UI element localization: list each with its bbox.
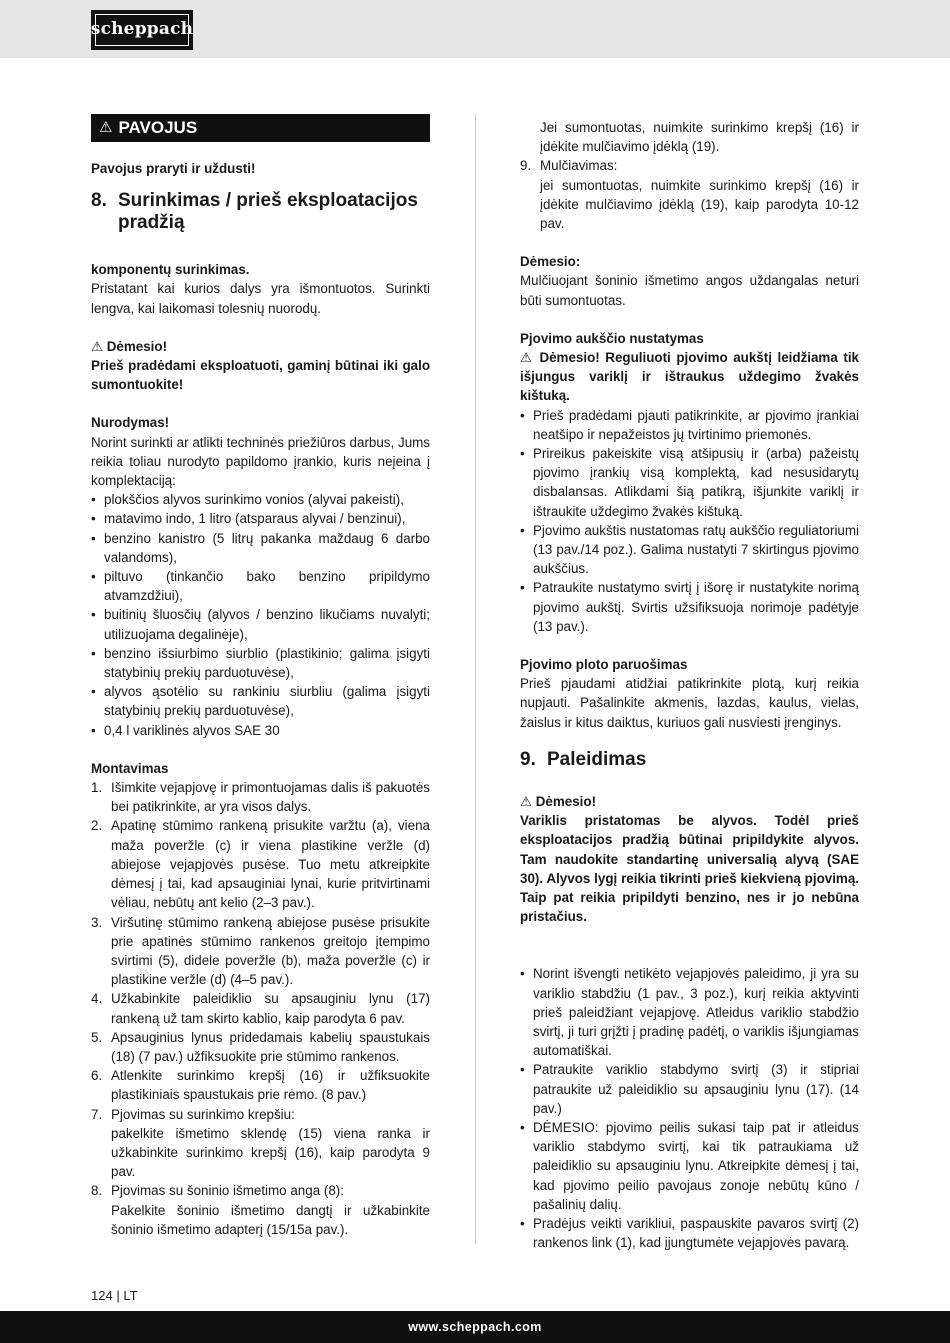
warning-triangle-icon: ⚠ [91,338,104,354]
header-bar [0,0,950,58]
tools-list [91,490,430,740]
step-item: 4. Užkabinkite paleidiklio su apsauginiu lynu (17) rankeną už tam skirto kablio, kaip parodyta 6 pav. [91,991,430,1026]
list-item: • 0,4 l variklinės alyvos SAE 30 [91,722,280,738]
warning-triangle-icon: ⚠ [520,793,533,809]
step-item: 7. Pjovimas su surinkimo krepšiu: [91,1106,295,1122]
assembly-text: Pristatant kai kurios dalys yra išmontuotos. Surinkti lengva, kai laikomasi tolesnių nuorodų. [91,281,430,316]
attention-1 [91,337,430,356]
warning-triangle-icon: ⚠ [520,350,534,366]
step-item: 8. Pjovimas su šoninio išmetimo anga (8): [91,1183,344,1199]
note-text: Norint surinkti ar atlikti techninės priežiūros darbus, Jums reikia toliau nurodyto papildomo įrankio, kuris neįeina į komplektaciją: [91,434,430,489]
attention-2-label: Dėmesio: [520,254,581,270]
section-9-heading [520,749,859,771]
area-prep-text: Prieš pjaudami atidžiai patikrinkite plotą, kurį reikia nupjauti. Pašalinkite akmenis, lazdas, kaulus, vielas, žaislus ir kitus daiktus, kuriuos gali nusviesti įrenginys. [520,676,859,730]
step-item: 2. Apatinę stūmimo rankeną prisukite varžtu (a), viena maža poveržle (c) ir viena plastikine veržle (d) abiejose vejapjovės pusėse. Tuo metu atkreipkite dėmesį į tai, kad apsauginiai lynai, kurie pritvirtinami vėliau, nebūtų ant kelio (2–3 pav.). [91,818,430,911]
danger-text: Pavojus praryti ir uždusti! [91,161,256,176]
column-divider [475,114,476,1244]
section-9-number: 9. [520,748,536,770]
cutting-height-attention: ⚠ Dėmesio! Reguliuoti pjovimo aukštį leidžiama tik išjungus variklį ir ištraukus uždegimo žvakės kištuką. [520,350,859,404]
step-7-sub: pakelkite išmetimo sklendę (15) viena ranka ir užkabinkite surinkimo krepšį (16), kaip parodyta 9 pav. [111,1125,430,1180]
list-item: • Pradėjus veikti varikliui, paspauskite pavaros svirtį (2) rankenos link (1), kad įjungtumėte vejapjovės pavarą. [520,1215,859,1251]
cutting-height-list [520,406,859,636]
mounting-steps-cont [91,1181,430,1200]
area-prep-heading: Pjovimo ploto paruošimas [520,657,688,673]
danger-banner [91,114,430,142]
list-item: • alyvos ąsotėlio su rankiniu siurbliu (galima įsigyti statybinių prekių parduotuvėse), [91,684,430,719]
right-column [520,118,859,1252]
attention-3-label: Dėmesio! [535,793,597,809]
footer-url[interactable]: www.scheppach.com [408,1320,542,1334]
section-9-title: Paleidimas [547,748,647,770]
step-item: 3. Viršutinę stūmimo rankeną abiejose pusėse prisukite prie apatinės stūmimo rankenos greitojo įtempimo svirtimi (5), didele poveržle (b), maža poveržle (c) ir plastikine veržle (d) (4–5 pav.). [91,914,430,988]
danger-title: PAVOJUS [118,118,198,138]
section-8-heading [91,190,430,234]
list-item: • benzino išsiurbimo siurblio (plastikinio; galima įsigyti statybinių prekių parduotuvėse), [91,645,430,681]
logo-text: scheppach [95,14,189,46]
note-heading: Nurodymas! [91,415,170,431]
step-item: 1. Išimkite vejapjovę ir primontuojamas dalis iš pakuotės bei patikrinkite, ar yra visos dalys. [91,780,430,815]
assembly-heading: komponentų surinkimas. [91,262,250,278]
list-item: • Pjovimo aukštis nustatomas ratų aukščio reguliatoriumi (13 pav./14 poz.). Galima nustatyti 7 skirtingus pjovimo aukščius. [520,522,859,577]
list-item: • buitinių šluosčių (alyvos / benzino likučiams nuvalyti; utilizuojama degalinėje), [91,607,430,642]
section-8-number: 8. [91,190,107,212]
warning-triangle-icon: ⚠ [99,119,113,137]
continued-text: Jei sumontuotas, nuimkite surinkimo krepšį (16) ir įdėkite mulčiavimo įdėklą (19). [540,120,859,155]
step-item: 6. Atlenkite surinkimo krepšį (16) ir užfiksuokite plastikiniais spaustukais prie rėmo. (8 pav.) [91,1068,430,1103]
step-8-sub: Pakelkite šoninio išmetimo dangtį ir užkabinkite šoninio išmetimo adapterį (15/15a pav.). [111,1202,430,1237]
list-item: • Prieš pradėdami pjauti patikrinkite, ar pjovimo įrankiai neatšipo ir nepažeistos jų tvirtinimo priemonės. [520,407,859,442]
list-item: • Patraukite variklio stabdymo svirtį (3) ir stipriai patraukite už paleidiklio su apsauginiu lynu (17). (14 pav.) [520,1062,859,1116]
step-item: 9. Mulčiavimas: [520,158,618,174]
step-9-sub: jei sumontuotas, nuimkite surinkimo krepšį (16) ir įdėkite mulčiavimo įdėklą (19), kaip parodyta 10-12 pav. [540,177,859,232]
list-item: • matavimo indo, 1 litro (atsparaus alyvai / benzinui), [91,511,406,527]
list-item: • Norint išvengti netikėto vejapjovės paleidimo, ji yra su variklio stabdžiu (1 pav., 3 poz.), kurį reikia aktyvinti prieš paleidžiant vejapjovę. Atleidus variklio stabdžio svirtį, ji turi grįžti į pradinę padėtį, o variklis išjungiamas automatiškai. [520,966,859,1059]
attention-3-text: Variklis pristatomas be alyvos. Todėl prieš eksploatacijos pradžią būtinai pripildykite alyvos. Tam naudokite standartinę universalią alyvą (SAE 30). Alyvos lygį reikia tikrinti prieš kiekvieną pjovimą. Taip pat reikia pripildyti benzino, nes ir jo nebūna pristačius. [520,813,859,925]
mounting-heading: Montavimas [91,760,169,776]
attention-1-text: Prieš pradėdami eksploatuoti, gaminį būtinai iki galo sumontuokite! [91,358,430,393]
list-item: • DĖMESIO: pjovimo peilis sukasi taip pat ir atleidus variklio stabdymo svirtį, kai tik patraukiama už paleidiklio su apsauginiu lynu. Atkreipkite dėmesį į tai, kad pjovimo peilio pavojaus zonoje nebūtų kūno / pašalinių dalių. [520,1119,859,1212]
attention-3 [520,792,859,811]
mounting-steps-right [520,156,859,175]
step-item: 5. Apsauginius lynus pridedamais kabelių spaustukais (18) (7 pav.) užfiksuokite prie stūmimo rankenos. [91,1029,430,1064]
attention-2-text: Mulčiuojant šoninio išmetimo angos uždangalas neturi būti sumontuotas. [520,273,859,308]
start-list [520,964,859,1252]
attention-1-label: Dėmesio! [106,338,168,354]
list-item: • plokščios alyvos surinkimo vonios (alyvai pakeisti), [91,492,404,508]
footer-bar [0,1311,950,1343]
list-item: • Prireikus pakeiskite visą atšipusių ir (arba) pažeistų pjovimo įrankių visą komplektą, kad nesusidarytų disbalansas. Atlikdami šią patikrą, išjunkite variklį ir ištraukite uždegimo žvakės kištuką. [520,446,859,519]
mounting-steps [91,778,430,1124]
list-item: • Patraukite nustatymo svirtį į išorę ir nustatykite norimą pjovimo aukštį. Svirtis užsifiksuoja norimoje padėtyje (13 pav.). [520,580,859,634]
list-item: • piltuvo (tinkančio bako benzino pripildymo atvamzdžiui), [91,569,430,604]
list-item: • benzino kanistro (5 litrų pakanka maždaug 6 darbo valandoms), [91,530,430,565]
cutting-height-heading: Pjovimo aukščio nustatymas [520,330,704,346]
scheppach-logo [91,10,193,50]
left-column [91,114,430,1239]
section-8-title: Surinkimas / prieš eksploatacijos pradžią [118,190,418,234]
page-number: 124 | LT [91,1288,138,1303]
